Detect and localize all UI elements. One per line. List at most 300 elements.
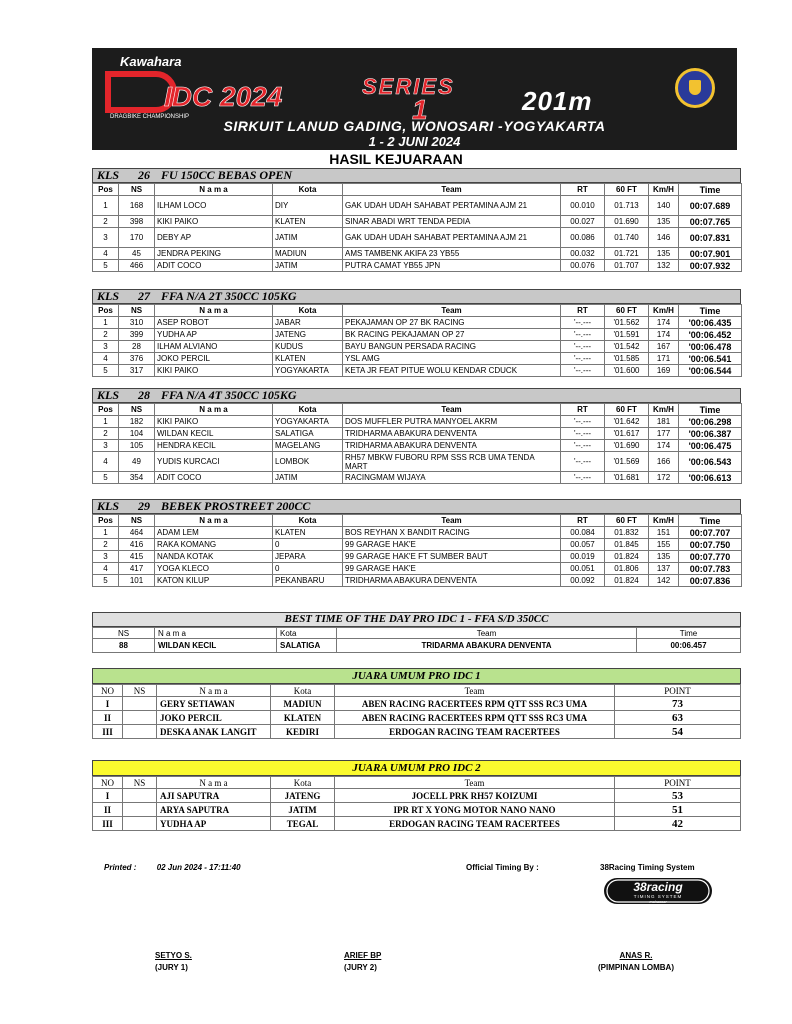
header-ns: NS (119, 404, 155, 416)
header-time: Time (679, 184, 742, 196)
cell-time: '00:06.452 (679, 329, 742, 341)
cell-60ft: '01.600 (605, 365, 649, 377)
cell-nama: YUDHA AP (157, 817, 271, 831)
svg-text:makassar: makassar (649, 899, 667, 904)
cell-rt: '--.--- (561, 452, 605, 472)
cell-kmh: 135 (649, 248, 679, 260)
best-time-row (93, 639, 741, 653)
cell-no: II (93, 803, 123, 817)
signature-race-director (598, 950, 674, 974)
cell-nama: YOGA KLECO (155, 563, 273, 575)
table-row (93, 416, 742, 428)
cell-rt: '--.--- (561, 428, 605, 440)
cell-60ft: '01.591 (605, 329, 649, 341)
cell-kota: YOGYAKARTA (273, 416, 343, 428)
class-kls-label: KLS (97, 289, 120, 303)
cell-rt: 00.051 (561, 563, 605, 575)
cell-no: I (93, 789, 123, 803)
cell-pos: 4 (93, 563, 119, 575)
cell-kmh: 151 (649, 527, 679, 539)
cell-time: '00:06.475 (679, 440, 742, 452)
cell-pos: 1 (93, 416, 119, 428)
class-name: FFA N/A 2T 350CC 105KG (161, 289, 297, 303)
cell-pos: 3 (93, 551, 119, 563)
cell-kota: MADIUN (273, 248, 343, 260)
cell-ns: 168 (119, 196, 155, 216)
cell-time: 00:07.831 (679, 228, 742, 248)
header-pos: Pos (93, 305, 119, 317)
class-block-29 (92, 499, 741, 587)
cell-ns (123, 697, 157, 711)
cell-60ft: '01.562 (605, 317, 649, 329)
champion-header-row (93, 777, 741, 789)
cell-kmh: 167 (649, 341, 679, 353)
cell-kota: JATIM (273, 228, 343, 248)
cell-60ft: '01.617 (605, 428, 649, 440)
cell-rt: '--.--- (561, 317, 605, 329)
champion-header-kota: Kota (271, 777, 335, 789)
cell-kota: YOGYAKARTA (273, 365, 343, 377)
38racing-logo (602, 876, 714, 908)
table-row (93, 803, 741, 817)
cell-ns: 104 (119, 428, 155, 440)
class-number: 27 (138, 289, 150, 303)
cell-kmh: 177 (649, 428, 679, 440)
cell-no: I (93, 697, 123, 711)
header-team: Team (343, 515, 561, 527)
signature-role: (JURY 1) (155, 963, 188, 972)
svg-text:TIMING SYSTEM: TIMING SYSTEM (633, 894, 683, 899)
cell-team: BOS REYHAN X BANDIT RACING (343, 527, 561, 539)
event-dates: 1 - 2 JUNI 2024 (368, 134, 461, 149)
cell-nama: AJI SAPUTRA (157, 789, 271, 803)
best-header-ns: NS (93, 628, 155, 639)
cell-rt: '--.--- (561, 365, 605, 377)
cell-kmh: 171 (649, 353, 679, 365)
champion-block-idc1 (92, 668, 741, 739)
champion-header-ns: NS (123, 685, 157, 697)
cell-60ft: 01.721 (605, 248, 649, 260)
champion-table (92, 776, 741, 831)
cell-pos: 2 (93, 539, 119, 551)
cell-team: BK RACING PEKAJAMAN OP 27 (343, 329, 561, 341)
table-row (93, 341, 742, 353)
header-nama: N a m a (155, 404, 273, 416)
cell-time: '00:06.298 (679, 416, 742, 428)
cell-kmh: 181 (649, 416, 679, 428)
cell-ns: 101 (119, 575, 155, 587)
table-row (93, 329, 742, 341)
class-number: 28 (138, 388, 150, 402)
cell-nama: ARYA SAPUTRA (157, 803, 271, 817)
class-kls-label: KLS (97, 499, 120, 513)
cell-ns: 170 (119, 228, 155, 248)
cell-pos: 4 (93, 452, 119, 472)
cell-team: KETA JR FEAT PITUE WOLU KENDAR CDUCK (343, 365, 561, 377)
cell-rt: 00.076 (561, 260, 605, 272)
results-table (92, 403, 742, 484)
cell-kota: PEKANBARU (273, 575, 343, 587)
table-row (93, 711, 741, 725)
header-nama: N a m a (155, 305, 273, 317)
cell-pos: 2 (93, 216, 119, 228)
header-60ft: 60 FT (605, 515, 649, 527)
cell-nama: JENDRA PEKING (155, 248, 273, 260)
cell-time: '00:06.613 (679, 472, 742, 484)
cell-time: 00:07.750 (679, 539, 742, 551)
cell-team: 99 GARAGE HAK'E FT SUMBER BAUT (343, 551, 561, 563)
cell-kota: KLATEN (271, 711, 335, 725)
cell-team: 99 GARAGE HAK'E (343, 539, 561, 551)
results-header-row (93, 184, 742, 196)
class-name: FFA N/A 4T 350CC 105KG (161, 388, 297, 402)
header-rt: RT (561, 515, 605, 527)
cell-point: 63 (615, 711, 741, 725)
cell-nama: DEBY AP (155, 228, 273, 248)
header-60ft: 60 FT (605, 305, 649, 317)
header-time: Time (679, 404, 742, 416)
cell-kota: JEPARA (273, 551, 343, 563)
cell-pos: 1 (93, 527, 119, 539)
cell-kmh: 174 (649, 317, 679, 329)
results-header-row (93, 305, 742, 317)
cell-nama: KATON KILUP (155, 575, 273, 587)
header-kmh: Km/H (649, 515, 679, 527)
cell-kmh: 146 (649, 228, 679, 248)
cell-60ft: 01.713 (605, 196, 649, 216)
header-team: Team (343, 305, 561, 317)
cell-kmh: 140 (649, 196, 679, 216)
table-row (93, 551, 742, 563)
cell-nama: YUDHA AP (155, 329, 273, 341)
cell-kmh: 174 (649, 329, 679, 341)
champion-block-idc2 (92, 760, 741, 831)
best-time-block (92, 612, 741, 653)
cell-kota: KLATEN (273, 216, 343, 228)
printed-label: Printed : (104, 863, 137, 872)
cell-60ft: 01.806 (605, 563, 649, 575)
table-row (93, 789, 741, 803)
header-60ft: 60 FT (605, 184, 649, 196)
cell-kota: MAGELANG (273, 440, 343, 452)
cell-team: RACINGMAM WIJAYA (343, 472, 561, 484)
cell-time: '00:06.387 (679, 428, 742, 440)
cell-nama: GERY SETIAWAN (157, 697, 271, 711)
results-header-row (93, 404, 742, 416)
idc-2024-logo (100, 52, 283, 122)
signature-role: (PIMPINAN LOMBA) (598, 963, 674, 972)
champion-header-team: Team (335, 685, 615, 697)
cell-kmh: 132 (649, 260, 679, 272)
champion-header-point: POINT (615, 685, 741, 697)
header-kmh: Km/H (649, 404, 679, 416)
table-row (93, 817, 741, 831)
cell-pos: 2 (93, 329, 119, 341)
best-header-time: Time (637, 628, 741, 639)
cell-team: TRIDHARMA ABAKURA DENVENTA (343, 575, 561, 587)
cell-kota: TEGAL (271, 817, 335, 831)
cell-rt: 00.027 (561, 216, 605, 228)
class-header (92, 388, 741, 403)
cell-time: '00:06.543 (679, 452, 742, 472)
header-rt: RT (561, 305, 605, 317)
cell-time: 00:07.836 (679, 575, 742, 587)
cell-team: ERDOGAN RACING TEAM RACERTEES (335, 725, 615, 739)
header-kota: Kota (273, 184, 343, 196)
cell-ns (123, 817, 157, 831)
cell-time: 00:07.783 (679, 563, 742, 575)
table-row (93, 725, 741, 739)
cell-no: II (93, 711, 123, 725)
cell-team: ERDOGAN RACING TEAM RACERTEES (335, 817, 615, 831)
series-title: SERIES (362, 74, 455, 99)
cell-nama: JOKO PERCIL (157, 711, 271, 725)
cell-ns: 182 (119, 416, 155, 428)
cell-60ft: '01.569 (605, 452, 649, 472)
cell-ns: 466 (119, 260, 155, 272)
table-row (93, 452, 742, 472)
header-kota: Kota (273, 404, 343, 416)
cell-point: 51 (615, 803, 741, 817)
race-distance: 201m (522, 86, 593, 116)
cell-team: TRIDHARMA ABAKURA DENVENTA (343, 440, 561, 452)
table-row (93, 365, 742, 377)
cell-kota: JATIM (273, 472, 343, 484)
cell-kota: KUDUS (273, 341, 343, 353)
cell-pos: 4 (93, 248, 119, 260)
cell-ns: 45 (119, 248, 155, 260)
cell-ns: 376 (119, 353, 155, 365)
cell-nama: KIKI PAIKO (155, 216, 273, 228)
cell-nama: ADIT COCO (155, 260, 273, 272)
cell-kota: 0 (273, 539, 343, 551)
table-row (93, 216, 742, 228)
cell-kmh: 155 (649, 539, 679, 551)
table-row (93, 228, 742, 248)
svg-text:IDC 2024: IDC 2024 (164, 81, 283, 112)
results-table (92, 304, 742, 377)
cell-kota: KLATEN (273, 527, 343, 539)
cell-60ft: 01.845 (605, 539, 649, 551)
cell-60ft: '01.681 (605, 472, 649, 484)
best-kota: SALATIGA (277, 639, 337, 653)
cell-time: '00:06.541 (679, 353, 742, 365)
class-name: BEBEK PROSTREET 200CC (161, 499, 311, 513)
series-number: 1 (412, 94, 428, 125)
cell-60ft: 01.740 (605, 228, 649, 248)
table-row (93, 539, 742, 551)
cell-rt: 00.057 (561, 539, 605, 551)
class-name: FU 150CC BEBAS OPEN (161, 168, 293, 182)
champion-header-point: POINT (615, 777, 741, 789)
official-timing-label: Official Timing By : (466, 863, 539, 872)
header-60ft: 60 FT (605, 404, 649, 416)
best-time-table (92, 627, 741, 653)
cell-team: GAK UDAH UDAH SAHABAT PERTAMINA AJM 21 (343, 196, 561, 216)
table-row (93, 575, 742, 587)
class-kls-label: KLS (97, 388, 120, 402)
cell-rt: '--.--- (561, 329, 605, 341)
cell-60ft: 01.690 (605, 216, 649, 228)
cell-kota: MADIUN (271, 697, 335, 711)
cell-ns (123, 711, 157, 725)
cell-ns: 464 (119, 527, 155, 539)
cell-nama: ASEP ROBOT (155, 317, 273, 329)
cell-60ft: '01.690 (605, 440, 649, 452)
cell-ns: 354 (119, 472, 155, 484)
cell-kota: JATIM (273, 260, 343, 272)
table-row (93, 563, 742, 575)
table-row (93, 260, 742, 272)
champion-title: JUARA UMUM PRO IDC 1 (92, 668, 741, 684)
cell-rt: 00.086 (561, 228, 605, 248)
cell-team: PUTRA CAMAT YB55 JPN (343, 260, 561, 272)
cell-60ft: '01.642 (605, 416, 649, 428)
cell-ns (123, 789, 157, 803)
table-row (93, 196, 742, 216)
class-kls-label: KLS (97, 168, 120, 182)
header-nama: N a m a (155, 184, 273, 196)
cell-60ft: 01.824 (605, 575, 649, 587)
cell-nama: KIKI PAIKO (155, 416, 273, 428)
printed-info (104, 863, 241, 872)
cell-ns: 105 (119, 440, 155, 452)
cell-rt: '--.--- (561, 472, 605, 484)
cell-time: '00:06.435 (679, 317, 742, 329)
best-time-header-row (93, 628, 741, 639)
cell-team: JOCELL PRK RH57 KOIZUMI (335, 789, 615, 803)
cell-time: 00:07.707 (679, 527, 742, 539)
table-row (93, 353, 742, 365)
champion-header-kota: Kota (271, 685, 335, 697)
cell-ns: 416 (119, 539, 155, 551)
champion-header-nama: N a m a (157, 777, 271, 789)
champion-header-nama: N a m a (157, 685, 271, 697)
cell-60ft: 01.824 (605, 551, 649, 563)
cell-nama: ILHAM ALVIANO (155, 341, 273, 353)
class-header (92, 168, 741, 183)
champion-title: JUARA UMUM PRO IDC 2 (92, 760, 741, 776)
cell-pos: 5 (93, 365, 119, 377)
cell-pos: 1 (93, 196, 119, 216)
cell-time: 00:07.901 (679, 248, 742, 260)
signature-name: ANAS R. (619, 951, 653, 960)
cell-kota: SALATIGA (273, 428, 343, 440)
cell-time: 00:07.932 (679, 260, 742, 272)
champion-table (92, 684, 741, 739)
cell-time: '00:06.478 (679, 341, 742, 353)
table-row (93, 697, 741, 711)
best-header-nama: N a m a (155, 628, 277, 639)
cell-kota: JATIM (271, 803, 335, 817)
event-banner (92, 48, 737, 150)
cell-pos: 3 (93, 228, 119, 248)
table-row (93, 472, 742, 484)
signature-jury-1 (155, 950, 192, 974)
table-row (93, 317, 742, 329)
header-pos: Pos (93, 184, 119, 196)
cell-nama: WILDAN KECIL (155, 428, 273, 440)
signature-name: ARIEF BP (344, 951, 382, 960)
venue-title: SIRKUIT LANUD GADING, WONOSARI -YOGYAKARTA (223, 118, 606, 134)
cell-kmh: 172 (649, 472, 679, 484)
cell-time: 00:07.770 (679, 551, 742, 563)
signature-name: SETYO S. (155, 951, 192, 960)
cell-pos: 5 (93, 575, 119, 587)
cell-kmh: 135 (649, 216, 679, 228)
class-number: 29 (138, 499, 150, 513)
best-ns: 88 (93, 639, 155, 653)
cell-rt: '--.--- (561, 416, 605, 428)
header-rt: RT (561, 184, 605, 196)
cell-kmh: 142 (649, 575, 679, 587)
cell-nama: ADAM LEM (155, 527, 273, 539)
class-header (92, 499, 741, 514)
best-header-team: Team (337, 628, 637, 639)
cell-point: 54 (615, 725, 741, 739)
header-ns: NS (119, 515, 155, 527)
cell-ns: 417 (119, 563, 155, 575)
svg-text:DRAGBIKE CHAMPIONSHIP: DRAGBIKE CHAMPIONSHIP (110, 114, 190, 120)
cell-60ft: 01.832 (605, 527, 649, 539)
cell-time: 00:07.689 (679, 196, 742, 216)
header-kmh: Km/H (649, 184, 679, 196)
cell-nama: DESKA ANAK LANGIT (157, 725, 271, 739)
results-table (92, 514, 742, 587)
cell-ns: 49 (119, 452, 155, 472)
cell-pos: 3 (93, 341, 119, 353)
header-rt: RT (561, 404, 605, 416)
cell-kota: 0 (273, 563, 343, 575)
cell-team: PEKAJAMAN OP 27 BK RACING (343, 317, 561, 329)
best-header-kota: Kota (277, 628, 337, 639)
cell-60ft: '01.585 (605, 353, 649, 365)
class-block-26 (92, 168, 741, 272)
cell-team: ABEN RACING RACERTEES RPM QTT SSS RC3 UMA (335, 711, 615, 725)
cell-team: SINAR ABADI WRT TENDA PEDIA (343, 216, 561, 228)
cell-nama: ADIT COCO (155, 472, 273, 484)
cell-nama: KIKI PAIKO (155, 365, 273, 377)
cell-ns: 398 (119, 216, 155, 228)
table-row (93, 248, 742, 260)
champion-header-ns: NS (123, 777, 157, 789)
header-nama: N a m a (155, 515, 273, 527)
cell-team: DOS MUFFLER PUTRA MANYOEL AKRM (343, 416, 561, 428)
cell-pos: 2 (93, 428, 119, 440)
class-block-28 (92, 388, 741, 484)
cell-ns: 28 (119, 341, 155, 353)
cell-team: RH57 MBKW FUBORU RPM SSS RCB UMA TENDA MART (343, 452, 561, 472)
cell-rt: 00.032 (561, 248, 605, 260)
cell-60ft: '01.542 (605, 341, 649, 353)
cell-kota: JABAR (273, 317, 343, 329)
class-number: 26 (138, 168, 150, 182)
cell-kmh: 135 (649, 551, 679, 563)
cell-pos: 5 (93, 260, 119, 272)
table-row (93, 527, 742, 539)
cell-rt: '--.--- (561, 353, 605, 365)
printed-value: 02 Jun 2024 - 17:11:40 (156, 863, 241, 872)
cell-rt: '--.--- (561, 440, 605, 452)
cell-ns: 310 (119, 317, 155, 329)
cell-pos: 3 (93, 440, 119, 452)
cell-ns (123, 725, 157, 739)
header-time: Time (679, 515, 742, 527)
header-time: Time (679, 305, 742, 317)
signature-jury-2 (344, 950, 381, 974)
svg-text:38racing: 38racing (633, 880, 683, 894)
cell-rt: '--.--- (561, 341, 605, 353)
